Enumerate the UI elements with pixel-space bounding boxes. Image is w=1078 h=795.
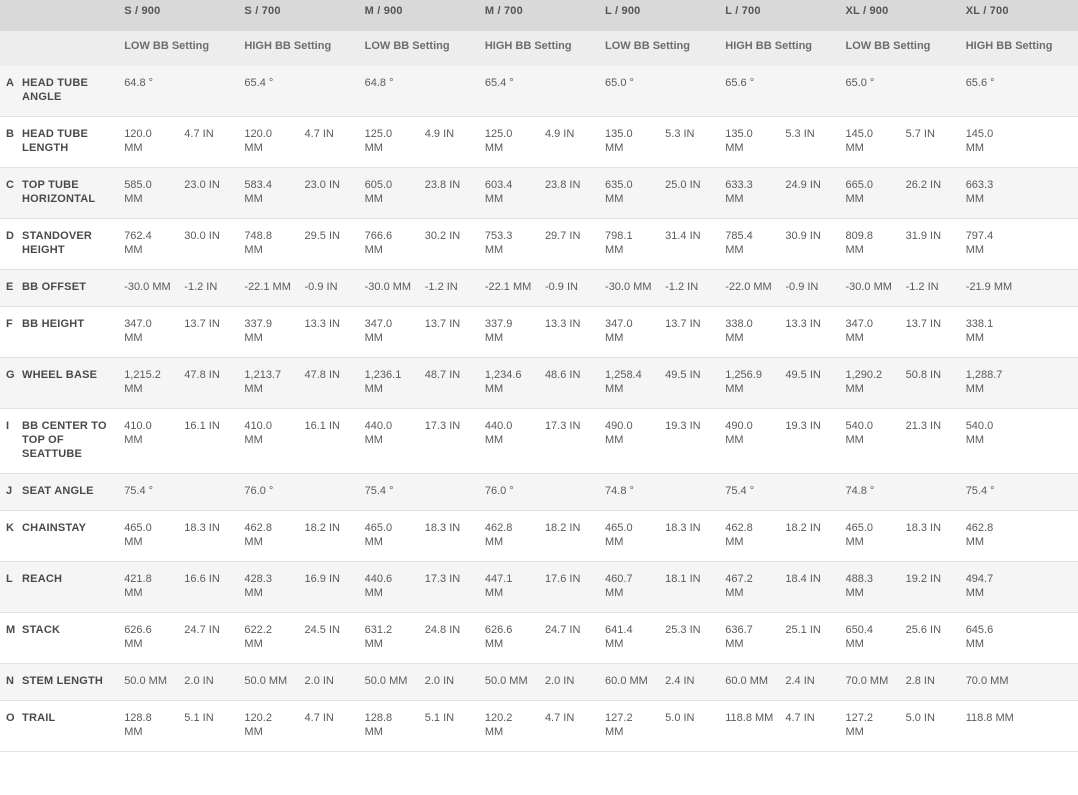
cell-imperial: 30.9 IN <box>779 219 837 270</box>
cell-metric: 128.8 MM <box>357 701 419 752</box>
cell-metric: 76.0 ° <box>236 474 298 511</box>
bb-setting-2: LOW BB Setting <box>357 31 477 66</box>
bb-setting-6: LOW BB Setting <box>837 31 957 66</box>
size-header-7: XL / 700 <box>958 0 1078 31</box>
cell-imperial: -0.9 IN <box>299 270 357 307</box>
cell-imperial <box>900 66 958 117</box>
cell-imperial: 19.3 IN <box>779 409 837 474</box>
size-header-0: S / 900 <box>116 0 236 31</box>
cell-metric: 120.0 MM <box>116 117 178 168</box>
cell-metric: 636.7 MM <box>717 613 779 664</box>
cell-imperial: 25.6 IN <box>900 613 958 664</box>
cell-imperial: 26.2 IN <box>900 168 958 219</box>
cell-imperial: 4.9 IN <box>419 117 477 168</box>
cell-metric: 465.0 MM <box>357 511 419 562</box>
cell-metric: 1,236.1 MM <box>357 358 419 409</box>
cell-metric: 338.1 MM <box>958 307 1020 358</box>
bb-setting-7: HIGH BB Setting <box>958 31 1078 66</box>
cell-metric: 633.3 MM <box>717 168 779 219</box>
cell-metric: -30.0 MM <box>597 270 659 307</box>
cell-metric: 753.3 MM <box>477 219 539 270</box>
cell-imperial <box>419 66 477 117</box>
cell-imperial: 18.2 IN <box>299 511 357 562</box>
size-header-row <box>0 0 1078 31</box>
cell-imperial: 18.1 IN <box>659 562 717 613</box>
cell-imperial <box>1020 358 1078 409</box>
cell-metric: 65.6 ° <box>958 66 1020 117</box>
cell-metric: 447.1 MM <box>477 562 539 613</box>
cell-metric: 460.7 MM <box>597 562 659 613</box>
cell-metric: 118.8 MM <box>717 701 779 752</box>
bb-spacer-name <box>22 31 116 66</box>
cell-metric: 135.0 MM <box>717 117 779 168</box>
cell-metric: 120.0 MM <box>236 117 298 168</box>
cell-metric: 125.0 MM <box>477 117 539 168</box>
bb-setting-header-row <box>0 31 1078 66</box>
row-label: BB HEIGHT <box>22 307 116 358</box>
cell-imperial: 4.7 IN <box>299 117 357 168</box>
row-label: HEAD TUBE LENGTH <box>22 117 116 168</box>
row-letter: I <box>0 409 22 474</box>
cell-metric: 64.8 ° <box>357 66 419 117</box>
cell-metric: 583.4 MM <box>236 168 298 219</box>
cell-metric: 585.0 MM <box>116 168 178 219</box>
cell-imperial: 13.7 IN <box>178 307 236 358</box>
cell-metric: 410.0 MM <box>236 409 298 474</box>
cell-metric: 120.2 MM <box>477 701 539 752</box>
cell-imperial: 2.0 IN <box>299 664 357 701</box>
cell-metric: 337.9 MM <box>477 307 539 358</box>
cell-metric: 635.0 MM <box>597 168 659 219</box>
bb-setting-0: LOW BB Setting <box>116 31 236 66</box>
cell-metric: 421.8 MM <box>116 562 178 613</box>
row-label: BB CENTER TO TOP OF SEATTUBE <box>22 409 116 474</box>
table-row <box>0 358 1078 409</box>
table-row <box>0 66 1078 117</box>
table-row <box>0 613 1078 664</box>
cell-metric: 1,234.6 MM <box>477 358 539 409</box>
cell-imperial: 19.3 IN <box>659 409 717 474</box>
table-row <box>0 168 1078 219</box>
cell-metric: 665.0 MM <box>837 168 899 219</box>
cell-imperial: 19.2 IN <box>900 562 958 613</box>
cell-imperial: 47.8 IN <box>178 358 236 409</box>
cell-metric: 70.0 MM <box>958 664 1020 701</box>
cell-imperial: 13.3 IN <box>779 307 837 358</box>
cell-imperial: 30.0 IN <box>178 219 236 270</box>
cell-imperial <box>1020 270 1078 307</box>
cell-metric: 74.8 ° <box>837 474 899 511</box>
cell-imperial: 13.7 IN <box>419 307 477 358</box>
cell-metric: 645.6 MM <box>958 613 1020 664</box>
size-header-6: XL / 900 <box>837 0 957 31</box>
bb-setting-5: HIGH BB Setting <box>717 31 837 66</box>
table-row <box>0 511 1078 562</box>
cell-imperial: 4.7 IN <box>299 701 357 752</box>
cell-imperial: 18.3 IN <box>178 511 236 562</box>
table-row <box>0 474 1078 511</box>
row-label: STACK <box>22 613 116 664</box>
cell-imperial <box>539 474 597 511</box>
cell-imperial: 23.8 IN <box>539 168 597 219</box>
cell-imperial: -0.9 IN <box>779 270 837 307</box>
cell-metric: 410.0 MM <box>116 409 178 474</box>
row-letter: C <box>0 168 22 219</box>
cell-metric: 64.8 ° <box>116 66 178 117</box>
cell-metric: 65.0 ° <box>837 66 899 117</box>
cell-imperial: 23.8 IN <box>419 168 477 219</box>
cell-imperial: 4.7 IN <box>178 117 236 168</box>
cell-metric: 626.6 MM <box>477 613 539 664</box>
cell-imperial: 25.1 IN <box>779 613 837 664</box>
cell-imperial: 13.7 IN <box>659 307 717 358</box>
row-label: CHAINSTAY <box>22 511 116 562</box>
cell-imperial <box>299 474 357 511</box>
row-letter: A <box>0 66 22 117</box>
cell-metric: 70.0 MM <box>837 664 899 701</box>
cell-imperial: 16.6 IN <box>178 562 236 613</box>
cell-metric: 1,290.2 MM <box>837 358 899 409</box>
cell-imperial: -1.2 IN <box>419 270 477 307</box>
cell-imperial: 5.3 IN <box>659 117 717 168</box>
size-header-1: S / 700 <box>236 0 356 31</box>
cell-imperial: 24.7 IN <box>539 613 597 664</box>
cell-imperial: 50.8 IN <box>900 358 958 409</box>
cell-imperial: 17.3 IN <box>419 562 477 613</box>
cell-imperial <box>1020 562 1078 613</box>
header-spacer-letter <box>0 0 22 31</box>
row-letter: G <box>0 358 22 409</box>
cell-metric: 494.7 MM <box>958 562 1020 613</box>
cell-imperial: 30.2 IN <box>419 219 477 270</box>
cell-imperial: 5.1 IN <box>419 701 477 752</box>
cell-imperial: 47.8 IN <box>299 358 357 409</box>
cell-imperial <box>1020 168 1078 219</box>
cell-imperial: 2.0 IN <box>539 664 597 701</box>
cell-metric: 127.2 MM <box>837 701 899 752</box>
cell-metric: 540.0 MM <box>958 409 1020 474</box>
cell-metric: 50.0 MM <box>357 664 419 701</box>
cell-imperial: 17.6 IN <box>539 562 597 613</box>
cell-imperial: 16.1 IN <box>299 409 357 474</box>
cell-imperial <box>419 474 477 511</box>
cell-imperial: -1.2 IN <box>659 270 717 307</box>
cell-metric: 766.6 MM <box>357 219 419 270</box>
cell-imperial <box>1020 511 1078 562</box>
cell-metric: 428.3 MM <box>236 562 298 613</box>
bb-setting-1: HIGH BB Setting <box>236 31 356 66</box>
table-row <box>0 664 1078 701</box>
cell-metric: 650.4 MM <box>837 613 899 664</box>
table-body <box>0 66 1078 752</box>
cell-imperial <box>539 66 597 117</box>
row-label: TRAIL <box>22 701 116 752</box>
size-header-2: M / 900 <box>357 0 477 31</box>
cell-imperial <box>178 474 236 511</box>
row-letter: F <box>0 307 22 358</box>
row-letter: L <box>0 562 22 613</box>
bb-setting-3: HIGH BB Setting <box>477 31 597 66</box>
cell-metric: 76.0 ° <box>477 474 539 511</box>
cell-metric: 631.2 MM <box>357 613 419 664</box>
cell-metric: 347.0 MM <box>357 307 419 358</box>
cell-imperial: 5.7 IN <box>900 117 958 168</box>
cell-metric: 605.0 MM <box>357 168 419 219</box>
cell-imperial <box>299 66 357 117</box>
row-letter: K <box>0 511 22 562</box>
cell-imperial: 2.0 IN <box>178 664 236 701</box>
cell-metric: 603.4 MM <box>477 168 539 219</box>
cell-metric: 65.0 ° <box>597 66 659 117</box>
table-row <box>0 562 1078 613</box>
cell-metric: 125.0 MM <box>357 117 419 168</box>
cell-imperial <box>1020 307 1078 358</box>
cell-metric: 490.0 MM <box>717 409 779 474</box>
cell-imperial: 48.6 IN <box>539 358 597 409</box>
row-letter: N <box>0 664 22 701</box>
cell-metric: 338.0 MM <box>717 307 779 358</box>
cell-metric: 462.8 MM <box>477 511 539 562</box>
row-letter: D <box>0 219 22 270</box>
cell-imperial: 2.0 IN <box>419 664 477 701</box>
cell-imperial: 2.4 IN <box>659 664 717 701</box>
header-spacer-name <box>22 0 116 31</box>
row-letter: O <box>0 701 22 752</box>
cell-imperial: 49.5 IN <box>659 358 717 409</box>
cell-metric: 75.4 ° <box>958 474 1020 511</box>
cell-imperial: -1.2 IN <box>178 270 236 307</box>
cell-metric: 785.4 MM <box>717 219 779 270</box>
cell-imperial <box>1020 664 1078 701</box>
cell-metric: 65.6 ° <box>717 66 779 117</box>
cell-metric: 462.8 MM <box>958 511 1020 562</box>
table-row <box>0 307 1078 358</box>
cell-imperial: 25.3 IN <box>659 613 717 664</box>
cell-imperial: 18.3 IN <box>659 511 717 562</box>
table-row <box>0 701 1078 752</box>
cell-imperial <box>1020 474 1078 511</box>
cell-imperial <box>779 474 837 511</box>
cell-imperial: 17.3 IN <box>539 409 597 474</box>
size-header-5: L / 700 <box>717 0 837 31</box>
cell-metric: 797.4 MM <box>958 219 1020 270</box>
cell-metric: 145.0 MM <box>837 117 899 168</box>
cell-metric: 60.0 MM <box>717 664 779 701</box>
cell-metric: 120.2 MM <box>236 701 298 752</box>
cell-metric: -22.1 MM <box>236 270 298 307</box>
cell-metric: 347.0 MM <box>837 307 899 358</box>
row-label: SEAT ANGLE <box>22 474 116 511</box>
cell-metric: 1,215.2 MM <box>116 358 178 409</box>
cell-metric: 440.6 MM <box>357 562 419 613</box>
cell-imperial: 13.3 IN <box>299 307 357 358</box>
cell-metric: 118.8 MM <box>958 701 1020 752</box>
cell-imperial: 13.3 IN <box>539 307 597 358</box>
cell-imperial: 24.9 IN <box>779 168 837 219</box>
cell-metric: 748.8 MM <box>236 219 298 270</box>
cell-metric: 1,258.4 MM <box>597 358 659 409</box>
cell-metric: 467.2 MM <box>717 562 779 613</box>
cell-imperial: 31.9 IN <box>900 219 958 270</box>
cell-imperial: 21.3 IN <box>900 409 958 474</box>
cell-metric: 347.0 MM <box>597 307 659 358</box>
cell-metric: 1,288.7 MM <box>958 358 1020 409</box>
cell-imperial <box>659 474 717 511</box>
table-head <box>0 0 1078 66</box>
table-row <box>0 270 1078 307</box>
cell-imperial: 18.3 IN <box>419 511 477 562</box>
cell-imperial: 24.7 IN <box>178 613 236 664</box>
cell-imperial <box>900 474 958 511</box>
cell-metric: 626.6 MM <box>116 613 178 664</box>
cell-imperial: 29.7 IN <box>539 219 597 270</box>
cell-imperial: -0.9 IN <box>539 270 597 307</box>
cell-metric: 809.8 MM <box>837 219 899 270</box>
cell-metric: 74.8 ° <box>597 474 659 511</box>
cell-imperial <box>1020 613 1078 664</box>
cell-imperial: 5.0 IN <box>659 701 717 752</box>
cell-imperial: 16.1 IN <box>178 409 236 474</box>
row-label: STANDOVER HEIGHT <box>22 219 116 270</box>
cell-metric: 1,256.9 MM <box>717 358 779 409</box>
cell-metric: 540.0 MM <box>837 409 899 474</box>
row-letter: M <box>0 613 22 664</box>
row-label: STEM LENGTH <box>22 664 116 701</box>
cell-imperial: 4.7 IN <box>539 701 597 752</box>
cell-metric: 1,213.7 MM <box>236 358 298 409</box>
cell-metric: 641.4 MM <box>597 613 659 664</box>
cell-metric: -30.0 MM <box>116 270 178 307</box>
cell-imperial: 18.2 IN <box>539 511 597 562</box>
cell-metric: 465.0 MM <box>116 511 178 562</box>
cell-metric: -30.0 MM <box>837 270 899 307</box>
row-label: REACH <box>22 562 116 613</box>
cell-imperial: -1.2 IN <box>900 270 958 307</box>
cell-imperial: 23.0 IN <box>178 168 236 219</box>
cell-imperial <box>1020 219 1078 270</box>
row-letter: B <box>0 117 22 168</box>
table-row <box>0 409 1078 474</box>
row-label: BB OFFSET <box>22 270 116 307</box>
row-label: HEAD TUBE ANGLE <box>22 66 116 117</box>
cell-imperial: 25.0 IN <box>659 168 717 219</box>
size-header-4: L / 900 <box>597 0 717 31</box>
table-row <box>0 219 1078 270</box>
cell-metric: 50.0 MM <box>116 664 178 701</box>
row-letter: E <box>0 270 22 307</box>
cell-metric: -30.0 MM <box>357 270 419 307</box>
cell-metric: 762.4 MM <box>116 219 178 270</box>
cell-metric: 75.4 ° <box>357 474 419 511</box>
cell-metric: 135.0 MM <box>597 117 659 168</box>
cell-metric: 60.0 MM <box>597 664 659 701</box>
cell-imperial <box>178 66 236 117</box>
cell-metric: 622.2 MM <box>236 613 298 664</box>
cell-metric: 145.0 MM <box>958 117 1020 168</box>
cell-metric: 462.8 MM <box>717 511 779 562</box>
cell-metric: 65.4 ° <box>236 66 298 117</box>
cell-imperial <box>1020 409 1078 474</box>
cell-imperial: 29.5 IN <box>299 219 357 270</box>
cell-metric: 440.0 MM <box>477 409 539 474</box>
cell-imperial: 16.9 IN <box>299 562 357 613</box>
cell-imperial <box>1020 66 1078 117</box>
bb-setting-4: LOW BB Setting <box>597 31 717 66</box>
cell-imperial: 4.7 IN <box>779 701 837 752</box>
cell-metric: -22.0 MM <box>717 270 779 307</box>
cell-imperial: 18.3 IN <box>900 511 958 562</box>
cell-metric: 347.0 MM <box>116 307 178 358</box>
cell-metric: 127.2 MM <box>597 701 659 752</box>
row-letter: J <box>0 474 22 511</box>
cell-metric: 65.4 ° <box>477 66 539 117</box>
cell-imperial <box>1020 117 1078 168</box>
cell-metric: 490.0 MM <box>597 409 659 474</box>
cell-metric: 50.0 MM <box>477 664 539 701</box>
cell-imperial: 4.9 IN <box>539 117 597 168</box>
cell-imperial: 2.8 IN <box>900 664 958 701</box>
cell-imperial: 49.5 IN <box>779 358 837 409</box>
cell-metric: -21.9 MM <box>958 270 1020 307</box>
table-row <box>0 117 1078 168</box>
cell-imperial <box>1020 701 1078 752</box>
cell-metric: 798.1 MM <box>597 219 659 270</box>
row-label: WHEEL BASE <box>22 358 116 409</box>
cell-metric: 50.0 MM <box>236 664 298 701</box>
cell-metric: 462.8 MM <box>236 511 298 562</box>
size-header-3: M / 700 <box>477 0 597 31</box>
cell-imperial: 31.4 IN <box>659 219 717 270</box>
cell-imperial <box>659 66 717 117</box>
cell-metric: -22.1 MM <box>477 270 539 307</box>
cell-metric: 337.9 MM <box>236 307 298 358</box>
cell-imperial: 24.5 IN <box>299 613 357 664</box>
cell-imperial: 48.7 IN <box>419 358 477 409</box>
cell-imperial <box>779 66 837 117</box>
cell-metric: 465.0 MM <box>837 511 899 562</box>
cell-imperial: 5.0 IN <box>900 701 958 752</box>
cell-imperial: 24.8 IN <box>419 613 477 664</box>
cell-metric: 75.4 ° <box>116 474 178 511</box>
cell-metric: 75.4 ° <box>717 474 779 511</box>
cell-metric: 128.8 MM <box>116 701 178 752</box>
cell-imperial: 18.4 IN <box>779 562 837 613</box>
cell-metric: 465.0 MM <box>597 511 659 562</box>
cell-imperial: 5.1 IN <box>178 701 236 752</box>
bb-spacer-letter <box>0 31 22 66</box>
cell-metric: 440.0 MM <box>357 409 419 474</box>
cell-imperial: 17.3 IN <box>419 409 477 474</box>
cell-imperial: 2.4 IN <box>779 664 837 701</box>
cell-metric: 488.3 MM <box>837 562 899 613</box>
cell-imperial: 5.3 IN <box>779 117 837 168</box>
cell-imperial: 18.2 IN <box>779 511 837 562</box>
cell-imperial: 13.7 IN <box>900 307 958 358</box>
cell-metric: 663.3 MM <box>958 168 1020 219</box>
row-label: TOP TUBE HORIZONTAL <box>22 168 116 219</box>
cell-imperial: 23.0 IN <box>299 168 357 219</box>
